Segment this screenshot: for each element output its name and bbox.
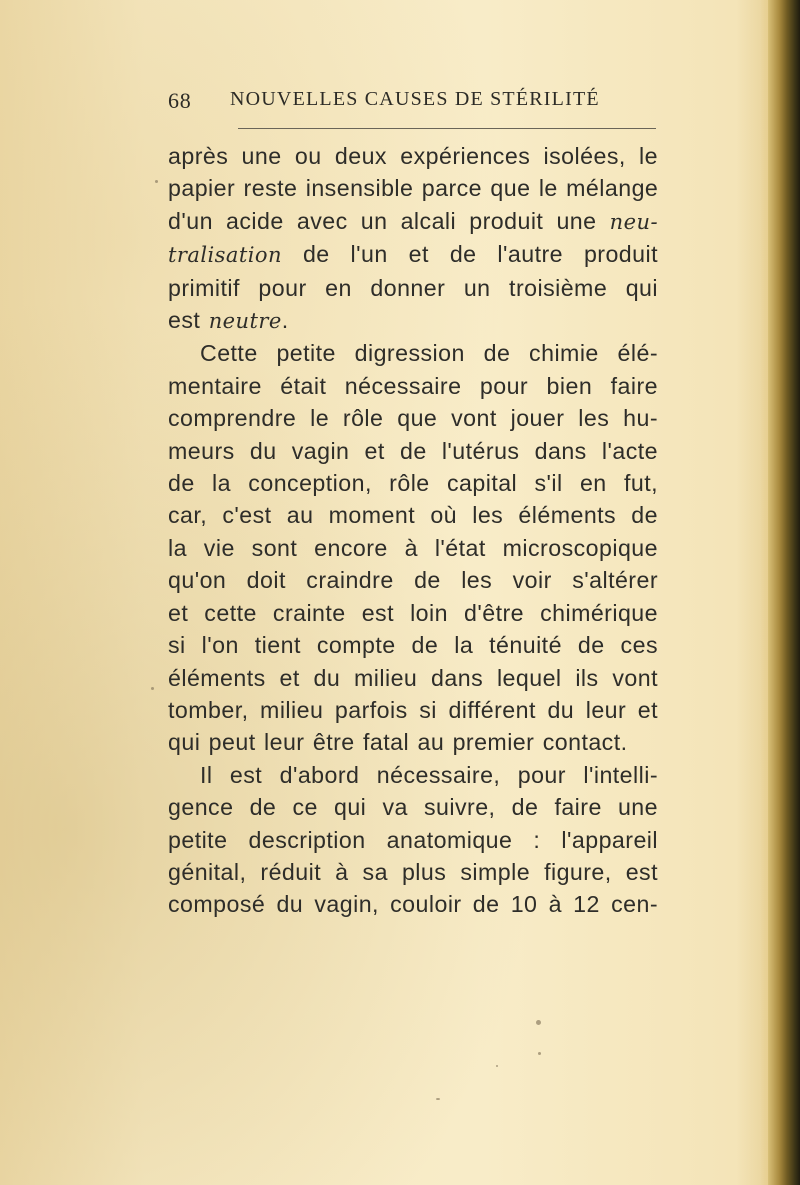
italic-term: neutre (208, 309, 282, 334)
paper-speck (538, 1052, 541, 1055)
paper-speck (536, 1020, 541, 1025)
italic-term: neu- (609, 209, 658, 234)
paragraph-first-line: Cette petite digression de chimie élé- (200, 340, 658, 367)
text-line: est neutre. (168, 307, 289, 334)
paper-speck (151, 687, 154, 690)
paragraph-first-line: Il est d'abord nécessaire, pour l'intelli- (200, 761, 658, 788)
text-line: meurs du vagin et de l'utérus dans l'acte (168, 437, 658, 464)
text-line: éléments et du milieu dans lequel ils vont (168, 664, 658, 691)
text-line: qui peut leur être fatal au premier contact. (168, 729, 628, 756)
text-line: après une ou deux expériences isolées, le (168, 143, 658, 169)
header-rule (238, 128, 656, 129)
body-text (168, 140, 658, 921)
text-line: si l'on tient compte de la ténuité de ces (168, 632, 658, 659)
text-line: qu'on doit craindre de les voir s'altérer (168, 567, 658, 594)
page-number: 68 (168, 88, 192, 113)
paper-speck (496, 1065, 498, 1067)
text-line: primitif pour en donner un troisième qui (168, 274, 658, 301)
text-line: d'un acide avec un alcali produit une neu- (168, 207, 658, 234)
text-line: et cette crainte est loin d'être chimérique (168, 599, 658, 626)
text-line: de la conception, rôle capital s'il en fut, (168, 470, 658, 497)
paper-speck (436, 1098, 440, 1100)
text-line: comprendre le rôle que vont jouer les hu- (168, 405, 658, 432)
italic-term: tralisation (168, 243, 283, 268)
text-line: gence de ce qui va suivre, de faire une (168, 794, 658, 821)
text-line: la vie sont encore à l'état microscopique (168, 534, 658, 561)
text-line: petite description anatomique : l'appareil (168, 826, 658, 853)
text-line: tomber, milieu parfois si différent du leur et (168, 696, 658, 723)
running-head: NOUVELLES CAUSES DE STÉRILITÉ (230, 88, 600, 110)
text-line: papier reste insensible parce que le mélange (168, 175, 659, 202)
text-line: composé du vagin, couloir de 10 à 12 cen- (168, 891, 658, 918)
paper-speck (155, 180, 158, 183)
book-spine-edge (768, 0, 800, 1185)
text-line: mentaire était nécessaire pour bien faire (168, 372, 658, 399)
text-line: génital, réduit à sa plus simple figure, est (168, 858, 658, 885)
text-line: tralisation de l'un et de l'autre produit (168, 241, 658, 268)
text-line: car, c'est au moment où les éléments de (168, 502, 658, 529)
